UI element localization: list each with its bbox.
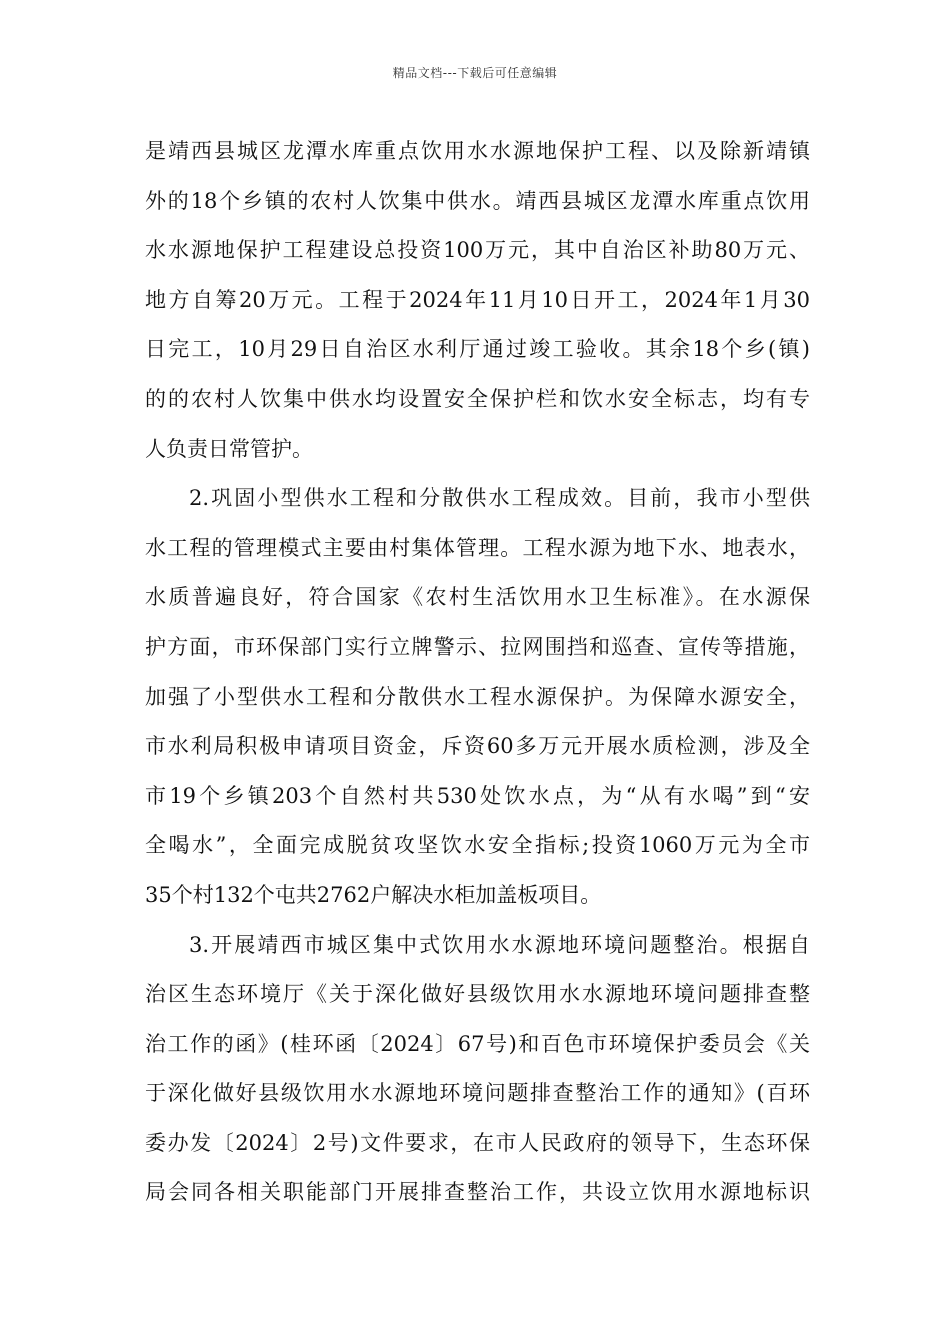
text-line: 的的农村人饮集中供水均设置安全保护栏和饮水安全标志，均有专 (145, 386, 810, 411)
text-line: 加强了小型供水工程和分散供水工程水源保护。为保障水源安全， (145, 684, 810, 709)
text-line: 水水源地保护工程建设总投资100万元，其中自治区补助80万元、 (145, 238, 810, 263)
text-line: 外的18个乡镇的农村人饮集中供水。靖西县城区龙潭水库重点饮用 (145, 188, 810, 213)
paragraph-start-line: 2.巩固小型供水工程和分散供水工程成效。目前，我市小型供 (189, 486, 810, 511)
page-header: 精品文档---下载后可任意编辑 (392, 66, 558, 80)
text-line: 治工作的函》(桂环函〔2024〕67号)和百色市环境保护委员会《关 (145, 1031, 810, 1056)
paragraph-start-line: 3.开展靖西市城区集中式饮用水水源地环境问题整治。根据自 (189, 932, 810, 957)
text-line: 局会同各相关职能部门开展排查整治工作，共设立饮用水源地标识 (145, 1180, 810, 1205)
paragraph-end-line: 35个村132个屯共2762户解决水柜加盖板项目。 (145, 882, 602, 907)
text-line: 委办发〔2024〕2号)文件要求，在市人民政府的领导下，生态环保 (145, 1130, 810, 1155)
text-line: 日完工，10月29日自治区水利厅通过竣工验收。其余18个乡(镇) (145, 337, 810, 362)
text-line: 是靖西县城区龙潭水库重点饮用水水源地保护工程、以及除新靖镇 (145, 139, 810, 163)
text-line: 市水利局积极申请项目资金，斥资60多万元开展水质检测，涉及全 (145, 734, 810, 759)
text-line: 地方自筹20万元。工程于2024年11月10日开工，2024年1月30 (145, 287, 810, 312)
paragraph-end-line: 人负责日常管护。 (145, 436, 313, 461)
text-line: 于深化做好县级饮用水水源地环境问题排查整治工作的通知》(百环 (145, 1081, 810, 1106)
text-line: 市19个乡镇203个自然村共530处饮水点，为“从有水喝”到“安 (145, 783, 810, 808)
text-line: 水工程的管理模式主要由村集体管理。工程水源为地下水、地表水， (145, 535, 810, 560)
text-line: 护方面，市环保部门实行立牌警示、拉网围挡和巡查、宣传等措施， (145, 634, 810, 659)
document-body (145, 132, 810, 1223)
text-line: 治区生态环境厅《关于深化做好县级饮用水水源地环境问题排查整 (145, 982, 810, 1007)
text-line: 水质普遍良好，符合国家《农村生活饮用水卫生标准》。在水源保 (145, 585, 810, 610)
text-line: 全喝水”，全面完成脱贫攻坚饮水安全指标;投资1060万元为全市 (145, 833, 810, 858)
